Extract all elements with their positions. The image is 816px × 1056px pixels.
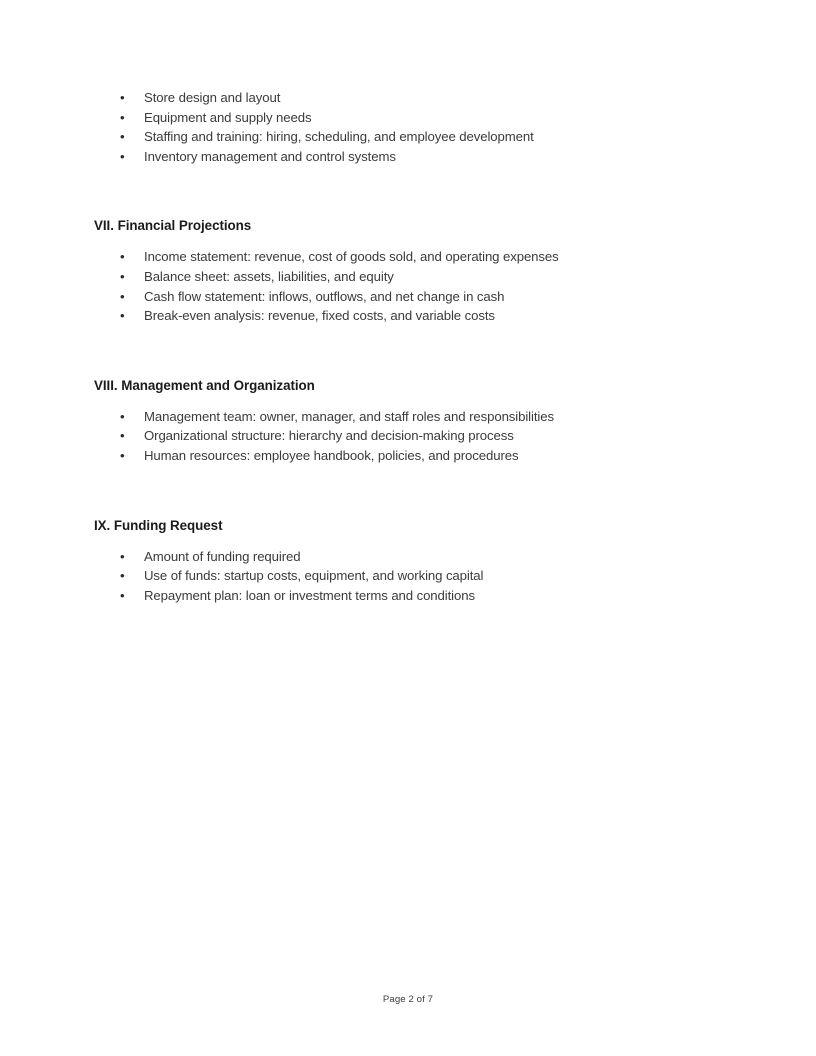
bullet-point-icon: • — [120, 129, 125, 145]
bullet-item-label: Staffing and training: hiring, scheduling, and employee development — [144, 129, 534, 145]
heading-spacer — [94, 535, 694, 547]
bullet-list-item — [94, 287, 694, 307]
bullet-item-label: Repayment plan: loan or investment terms and conditions — [144, 587, 475, 603]
heading-spacer — [94, 395, 694, 407]
bullet-list-item — [94, 247, 694, 267]
section-spacer — [94, 326, 694, 376]
bullet-point-icon: • — [120, 447, 125, 463]
bullet-item-label: Break-even analysis: revenue, fixed costs, and variable costs — [144, 308, 495, 324]
section-spacer — [94, 466, 694, 516]
section-spacer — [94, 166, 694, 216]
bullet-list-item — [94, 586, 694, 606]
bullet-list-item — [94, 547, 694, 567]
bullet-point-icon: • — [120, 548, 125, 564]
bullet-list-item — [94, 147, 694, 167]
section-bullet-list — [94, 247, 694, 325]
heading-spacer — [94, 235, 694, 247]
bullet-list-item — [94, 108, 694, 128]
bullet-item-label: Balance sheet: assets, liabilities, and equity — [144, 268, 394, 284]
bullet-point-icon: • — [120, 428, 125, 444]
bullet-item-label: Inventory management and control systems — [144, 148, 396, 164]
bullet-point-icon: • — [120, 249, 125, 265]
bullet-item-label: Store design and layout — [144, 90, 281, 105]
sections-container — [94, 166, 694, 605]
bullet-list-item — [94, 127, 694, 147]
page-footer: Page 2 of 7 — [382, 994, 434, 1005]
section-heading: IX. Funding Request — [94, 517, 223, 533]
lead-bullet-list — [94, 88, 694, 166]
bullet-point-icon: • — [120, 288, 125, 304]
bullet-point-icon: • — [120, 109, 125, 125]
document-section — [94, 166, 694, 325]
bullet-item-label: Cash flow statement: inflows, outflows, and net change in cash — [144, 288, 505, 304]
section-heading: VII. Financial Projections — [94, 218, 252, 234]
bullet-list-item — [94, 446, 694, 466]
document-body — [94, 88, 694, 605]
section-heading: VIII. Management and Organization — [94, 377, 315, 393]
bullet-list-item — [94, 566, 694, 586]
bullet-item-label: Use of funds: startup costs, equipment, and working capital — [144, 568, 484, 584]
bullet-item-label: Organizational structure: hierarchy and decision-making process — [144, 428, 514, 444]
bullet-item-label: Human resources: employee handbook, policies, and procedures — [144, 447, 519, 463]
bullet-point-icon: • — [120, 308, 125, 324]
bullet-point-icon: • — [120, 268, 125, 284]
bullet-point-icon: • — [120, 587, 125, 603]
bullet-item-label: Equipment and supply needs — [144, 109, 312, 125]
bullet-list-item — [94, 88, 694, 108]
section-bullet-list — [94, 407, 694, 466]
document-section — [94, 326, 694, 466]
bullet-item-label: Income statement: revenue, cost of goods sold, and operating expenses — [144, 249, 559, 265]
bullet-point-icon: • — [120, 90, 125, 105]
bullet-list-item — [94, 267, 694, 287]
bullet-list-item — [94, 426, 694, 446]
bullet-point-icon: • — [120, 408, 125, 424]
bullet-point-icon: • — [120, 148, 125, 164]
bullet-point-icon: • — [120, 568, 125, 584]
bullet-item-label: Amount of funding required — [144, 548, 301, 564]
bullet-list-item — [94, 407, 694, 427]
bullet-list-item — [94, 306, 694, 326]
document-section — [94, 466, 694, 606]
bullet-item-label: Management team: owner, manager, and staff roles and responsibilities — [144, 408, 554, 424]
section-bullet-list — [94, 547, 694, 606]
